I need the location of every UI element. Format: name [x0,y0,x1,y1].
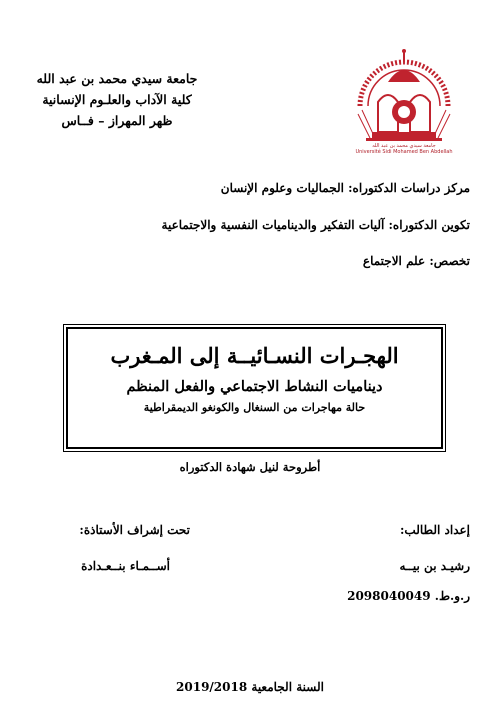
student-name: رشيـد بن بيــه [399,559,470,573]
university-block [22,68,212,131]
faculty-name: كلية الآداب والعلـوم الإنسانية [42,92,192,107]
faculty-location: ظهر المهراز – فــاس [61,113,173,128]
thesis-title: الهجـرات النسـائيــة إلى المـغرب [110,343,399,368]
doctoral-training: تكوين الدكتوراه: آليات التفكير والديناميات النفسية والاجتماعية [161,218,470,232]
academic-year: السنة الجامعية 2019/2018 [176,680,324,694]
student-id: ر.و.ط. 2098040049 [347,589,470,603]
university-logo [348,44,460,159]
supervisor-name: أســمـاء بنــعـدادة [81,559,170,573]
title-box [66,327,443,449]
supervisor-label: تحت إشراف الأستاذة: [79,523,190,537]
logo-caption-arabic: جامعة سيدي محمد بن عبد الله [372,143,436,149]
doctoral-center: مركز دراسات الدكتوراه: الجماليات وعلوم الإنسان [220,181,470,195]
logo-caption [350,143,458,155]
logo-caption-french: Université Sidi Mohamed Ben Abdellah [355,149,453,155]
student-label: إعداد الطالب: [399,523,470,537]
university-name: جامعة سيدي محمد بن عبد الله [36,71,198,86]
thesis-case-study: حالة مهاجرات من السنغال والكونغو الديمقراطية [143,401,366,414]
thesis-label: أطروحة لنيل شهادة الدكتوراه [179,460,321,474]
specialty: تخصص: علم الاجتماع [362,254,470,268]
thesis-subtitle: ديناميات النشاط الاجتماعي والفعل المنظم [126,378,383,395]
